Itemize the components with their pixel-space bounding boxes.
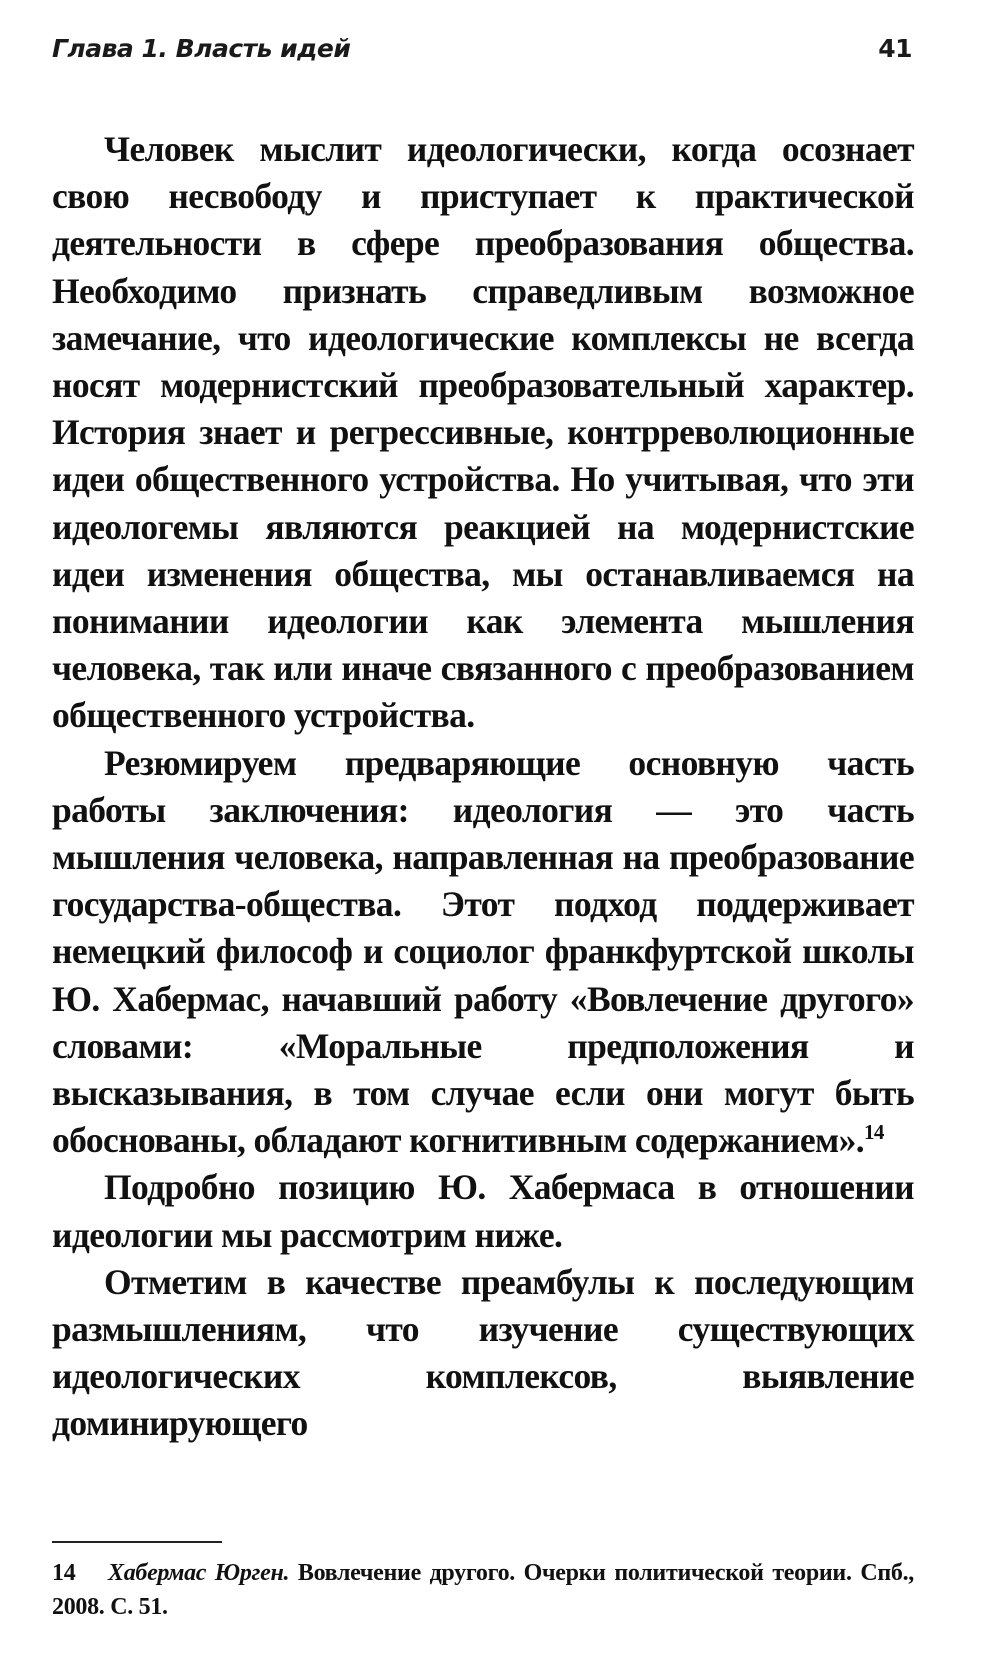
paragraph: Отметим в качестве преамбулы к последующим размышлениям, что изучение существующих идеологических комплексов, выявление доминирующего [52,1261,914,1444]
footnote-divider [52,1541,222,1543]
footnote-number: 14 [52,1560,76,1586]
body-text [52,126,914,1448]
footnote-author: Хабермас Юрген. [108,1560,290,1586]
paragraph-with-footnote [52,740,914,1165]
chapter-title: Глава 1. Власть идей [52,34,351,63]
running-header [52,34,912,63]
page-number: 41 [878,34,912,63]
footnote-reference[interactable]: 14 [864,1120,884,1145]
paragraph-text: Резюмируем предваряющие основную часть работы заключения: идеология — это часть мышления человека, направленная на преобразование государства-общества. Этот подход поддерживает немецкий философ и социолог франкфуртской школы Ю. Хабермас, начавший работу «Вовлечение другого» словами: «Моральные предположения и высказывания, в том случае если они могут быть обоснованы, обладают когнитивным содержанием». [52,742,914,1161]
paragraph: Подробно позицию Ю. Хабермаса в отношении идеологии мы рассмотрим ниже. [52,1167,914,1255]
paragraph: Человек мыслит идеологически, когда осознает свою несвободу и приступает к практической деятельности в сфере преобразования общества. Необходимо признать справедливым возможное замечание, что идеологические комплексы не всегда носят модернистский преобразовательный характер. История знает и регрессивные, контрреволюционные идеи общественного устройства. Но учитывая, что эти идеологемы являются реакцией на модернистские идеи изменения общества, мы останавливаемся на понимании идеологии как элемента мышления человека, так или иначе связанного с преобразованием общественного устройства. [52,129,914,736]
footnote-text: Вовлечение другого. Очерки политической теории. Спб., 2008. С. 51. [52,1560,914,1620]
footnote [52,1556,914,1624]
